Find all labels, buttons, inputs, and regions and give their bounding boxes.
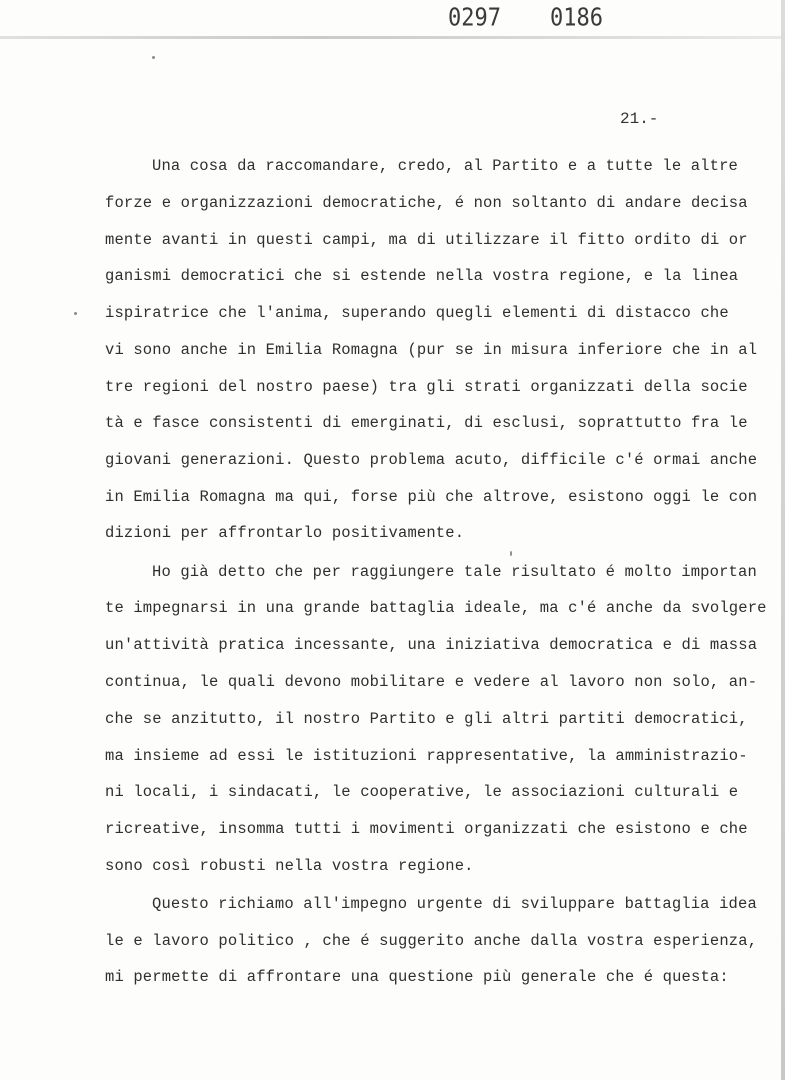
text-line: continua, le quali devono mobilitare e vedere al lavoro non solo, an-: [105, 673, 758, 691]
paper-speck: [74, 312, 77, 315]
paper-speck: [152, 56, 155, 59]
text-line: Questo richiamo all'impegno urgente di sviluppare battaglia idea: [152, 895, 757, 913]
text-line: Una cosa da raccomandare, credo, al Partito e a tutte le altre: [152, 157, 738, 175]
text-line: tà e fasce consistenti di emerginati, di esclusi, soprattutto fra le: [105, 414, 748, 432]
text-line: mi permette di affrontare una questione più generale che é questa:: [105, 968, 729, 986]
archive-code-left: 0297: [448, 4, 501, 32]
text-line: dizioni per affrontarlo positivamente.: [105, 524, 465, 542]
text-line: che se anzitutto, il nostro Partito e gli altri partiti democratici,: [105, 710, 748, 728]
text-line: forze e organizzazioni democratiche, é non soltanto di andare decisa: [105, 194, 748, 212]
text-line: le e lavoro politico , che é suggerito anche dalla vostra esperienza,: [105, 932, 758, 950]
text-line: in Emilia Romagna ma qui, forse più che altrove, esistono oggi le con: [105, 488, 758, 506]
page-number: 21.-: [620, 110, 659, 128]
text-line: te impegnarsi in una grande battaglia ideale, ma c'é anche da svolgere: [105, 599, 767, 617]
text-line: ganismi democratici che si estende nella vostra regione, e la linea: [105, 267, 739, 285]
paper-speck: [510, 551, 512, 556]
text-line: tre regioni del nostro paese) tra gli strati organizzati della socie: [105, 378, 748, 396]
text-line: vi sono anche in Emilia Romagna (pur se in misura inferiore che in al: [105, 341, 758, 359]
archive-code-right: 0186: [550, 4, 603, 32]
text-line: ma insieme ad essi le istituzioni rappresentative, la amministrazio-: [105, 747, 748, 765]
text-line: Ho già detto che per raggiungere tale risultato é molto importan: [152, 563, 757, 581]
text-line: ni locali, i sindacati, le cooperative, le associazioni culturali e: [105, 783, 739, 801]
text-line: giovani generazioni. Questo problema acuto, difficile c'é ormai anche: [105, 451, 758, 469]
text-line: un'attività pratica incessante, una iniziativa democratica e di massa: [105, 636, 758, 654]
text-line: ispiratrice che l'anima, superando quegli elementi di distacco che: [105, 304, 729, 322]
paper-top-edge: [0, 36, 785, 39]
text-line: sono così robusti nella vostra regione.: [105, 857, 474, 875]
paper-right-edge: [781, 0, 785, 1080]
text-line: ricreative, insomma tutti i movimenti organizzati che esistono e che: [105, 820, 748, 838]
text-line: mente avanti in questi campi, ma di utilizzare il fitto ordito di or: [105, 231, 748, 249]
